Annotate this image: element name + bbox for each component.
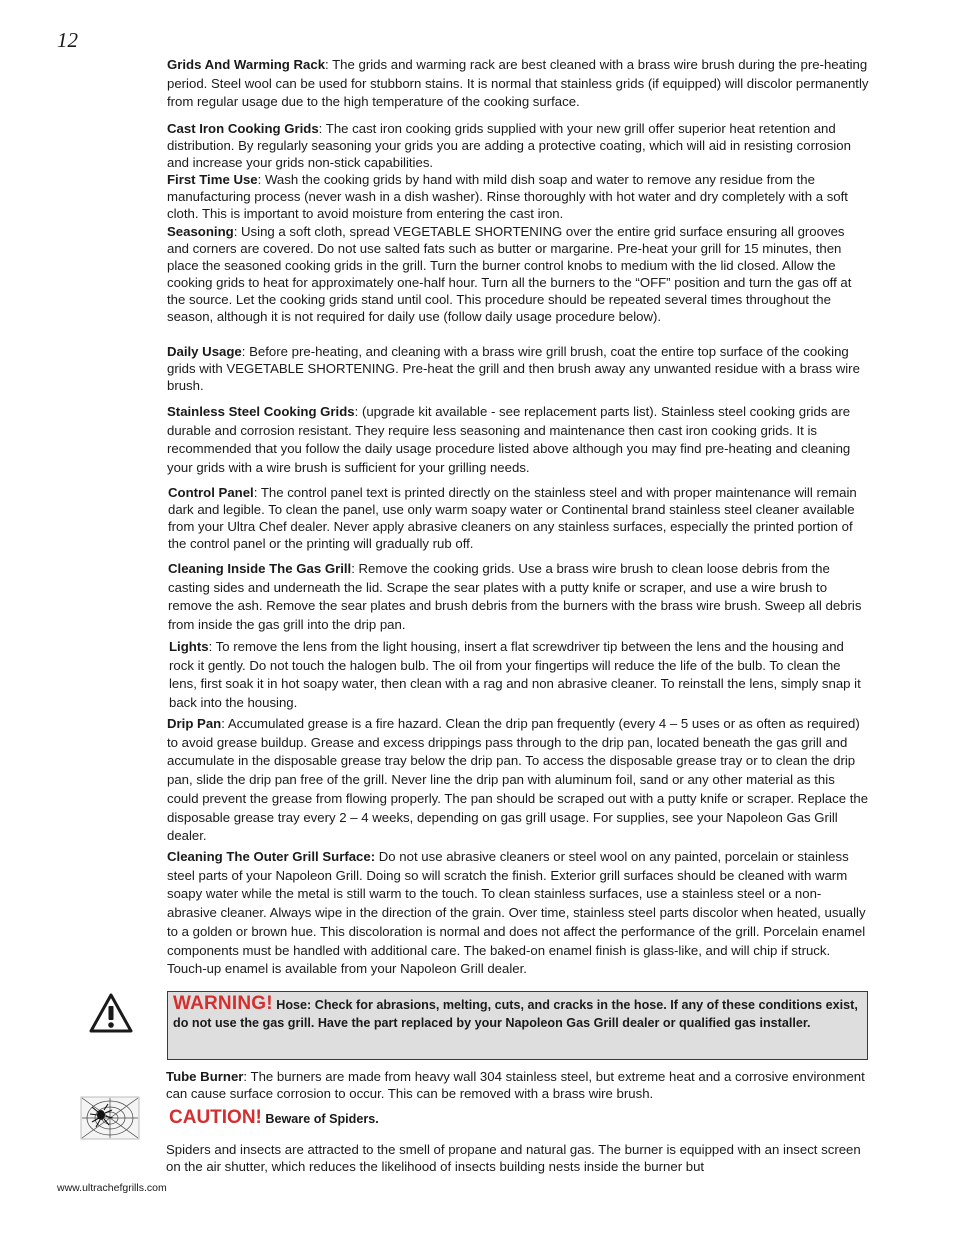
section-body: The burners are made from heavy wall 304 stainless steel, but extreme heat and a corrosive environment can cause surface corrosion to occur. This can be removed with a brass wire brush.	[166, 1069, 865, 1102]
section-heading: Seasoning	[167, 224, 234, 239]
section-body: The grids and warming rack are best cleaned with a brass wire brush during the pre-heating period. Steel wool can be used for stubborn stains. It is normal that stainless grids (if equipped) will discolor permanently from regular usage due to the high temperature of the cooking surface.	[167, 57, 869, 110]
section-body: The cast iron cooking grids supplied with your new grill offer superior heat retention and distribution. By regularly seasoning your grids you are adding a protective coating, which will aid in resisting corrosion and increase your grids non-stick capabilities.	[167, 121, 851, 171]
page-number: 12	[57, 28, 78, 52]
section-tube-burner: Tube Burner: The burners are made from heavy wall 304 stainless steel, but extreme heat and a corrosive environment can cause surface corrosion to occur. This can be removed with a brass wire brush.	[166, 1069, 865, 1102]
section-body: Using a soft cloth, spread VEGETABLE SHORTENING over the entire grid surface ensuring all grooves and corners are covered. Do not use salted fats such as butter or margarine. Pre-heat your grill for 15 minutes, then place the seasoned cooking grids in the grill. Turn the burner control knobs to medium with the lid closed. Allow the cooking grids to heat for approximately one-half hour. Turn all the burners to the “OFF” position and turn the gas off at the source. Let the cooking grids stand until cool. This procedure should be repeated several times throughout the season, although it is not required for daily use (follow daily usage procedure below).	[167, 224, 852, 325]
section-body: Wash the cooking grids by hand with mild dish soap and water to remove any residue from the manufacturing process (never wash in a dish washer). Rinse thoroughly with hot water and dry completely with a soft cloth. This is important to avoid moisture from entering the cast iron.	[167, 172, 848, 222]
section-seasoning: Seasoning: Using a soft cloth, spread VEGETABLE SHORTENING over the entire grid surface ensuring all grooves and corners are covered. Do not use salted fats such as butter or margarine. Pre-heat your grill for 15 minutes, then place the seasoned cooking grids in the grill. Turn the burner control knobs to medium with the lid closed. Allow the cooking grids to heat for approximately one-half hour. Turn all the burners to the “OFF” position and turn the gas off at the source. Let the cooking grids stand until cool. This procedure should be repeated several times throughout the season, although it is not required for daily use (follow daily usage procedure below).	[167, 224, 852, 325]
section-first-time-use: First Time Use: Wash the cooking grids by hand with mild dish soap and water to remove any residue from the manufacturing process (never wash in a dish washer). Rinse thoroughly with hot water and dry completely with a soft cloth. This is important to avoid moisture from entering the cast iron.	[167, 172, 848, 222]
section-body: Before pre-heating, and cleaning with a brass wire grill brush, coat the entire top surface of the cooking grids with VEGETABLE SHORTENING. Pre-heat the grill and then brush away any unwanted residue with a brass wire brush.	[167, 344, 860, 394]
section-heading: Daily Usage	[167, 344, 242, 359]
warning-text: Hose: Check for abrasions, melting, cuts, and cracks in the hose. If any of these conditions exist, do not use the gas grill. Have the part replaced by your Napoleon Gas Grill dealer or qualified gas installer.	[173, 998, 858, 1030]
section-heading: Drip Pan	[167, 716, 222, 731]
spider-web-icon	[80, 1096, 140, 1140]
section-body: Spiders and insects are attracted to the smell of propane and natural gas. The burner is equipped with an insect screen on the air shutter, which reduces the likelihood of insects building nests inside the burner but	[166, 1142, 861, 1175]
section-lights: Lights: To remove the lens from the light housing, insert a flat screwdriver tip between the lens and the housing and rock it gently. Do not touch the halogen bulb. The oil from your fingertips will reduce the life of the bulb. To clean the lens, first soak it in hot soapy water, then clean with a rag and non abrasive cleaner. To reinstall the lens, simply snap it back into the housing.	[169, 639, 861, 711]
section-outer-surface	[167, 848, 869, 979]
section-heading: Cast Iron Cooking Grids	[167, 121, 319, 136]
section-body: Remove the cooking grids. Use a brass wire brush to clean loose debris from the casting sides and underneath the lid. Scrape the sear plates with a putty knife or scraper, and use a wire brush to remove the ash. Remove the sear plates and brush debris from the burners with the brass wire brush. Sweep all debris from inside the gas grill into the drip pan.	[168, 561, 862, 633]
section-body: The control panel text is printed directly on the stainless steel and with proper maintenance will remain dark and legible. To clean the panel, use only warm soapy water or Continental brand stainless steel cleaner available from your Ultra Chef dealer. Never apply abrasive cleaners on any stainless surfaces, especially the printed portion of the control panel or the printing will gradually rub off.	[168, 485, 857, 552]
footer-url: www.ultrachefgrills.com	[57, 1182, 167, 1194]
section-spiders	[166, 1141, 868, 1175]
section-heading: First Time Use	[167, 172, 258, 187]
section-body: To remove the lens from the light housing, insert a flat screwdriver tip between the lens and the housing and rock it gently. Do not touch the halogen bulb. The oil from your fingertips will reduce the life of the bulb. To clean the lens, first soak it in hot soapy water, then clean with a rag and non abrasive cleaner. To reinstall the lens, simply snap it back into the housing.	[169, 639, 861, 711]
caution-text: Beware of Spiders.	[265, 1112, 379, 1126]
section-body: Accumulated grease is a fire hazard. Clean the drip pan frequently (every 4 – 5 uses or as often as required) to avoid grease buildup. Grease and excess drippings pass through to the drip pan, located beneath the gas grill and accumulate in the disposable grease tray below the drip pan. To access the disposable grease tray or to clean the drip pan, slide the drip pan free of the grill. Never line the drip pan with aluminum foil, sand or any other material as this could prevent the grease from flowing properly. The pan should be scraped out with a putty knife or scraper. Replace the disposable grease tray every 2 – 4 weeks, depending on gas grill usage. For supplies, see your Napoleon Gas Grill dealer.	[167, 716, 869, 844]
warning-box	[167, 991, 868, 1060]
section-cleaning-inside: Cleaning Inside The Gas Grill: Remove the cooking grids. Use a brass wire brush to clean loose debris from the casting sides and underneath the lid. Scrape the sear plates with a putty knife or scraper, and use a wire brush to remove the ash. Remove the sear plates and brush debris from the burners with the brass wire brush. Sweep all debris from inside the gas grill into the drip pan.	[168, 561, 862, 633]
section-body: Do not use abrasive cleaners or steel wool on any painted, porcelain or stainless steel parts of your Napoleon Grill. Doing so will scratch the finish. Exterior grill surfaces should be cleaned with warm soapy water while the metal is still warm to the touch. To clean stainless surfaces, use a stainless steel or a non-abrasive cleaner. Always wipe in the direction of the grain. Over time, stainless steel parts discolor when heated, usually to a golden or brown hue. This discoloration is normal and does not affect the performance of the grill. Porcelain enamel components must be handled with additional care. The baked-on enamel finish is glass-like, and will chip if struck. Touch-up enamel is available from your Napoleon Grill dealer.	[167, 849, 866, 977]
section-body: (upgrade kit available - see replacement parts list). Stainless steel cooking grids are durable and corrosion resistant. They require less seasoning and maintenance then cast iron cooking grids. It is recommended that you follow the daily usage procedure listed above although you may find pre-heating and cleaning your grids with a wire brush is sufficient for your grilling needs.	[167, 404, 851, 476]
warning-icon	[89, 993, 133, 1033]
section-heading: Stainless Steel Cooking Grids	[167, 404, 355, 419]
section-heading: Control Panel	[168, 485, 254, 500]
section-heading: Cleaning Inside The Gas Grill	[168, 561, 352, 576]
section-daily-usage: Daily Usage: Before pre-heating, and cleaning with a brass wire grill brush, coat the entire top surface of the cooking grids with VEGETABLE SHORTENING. Pre-heat the grill and then brush away any unwanted residue with a brass wire brush.	[167, 344, 860, 394]
section-heading: Cleaning The Outer Grill Surface:	[167, 849, 376, 864]
section-stainless-grids: Stainless Steel Cooking Grids: (upgrade kit available - see replacement parts list). Stainless steel cooking grids are durable and corrosion resistant. They require less seasoning and maintenance then cast iron cooking grids. It is recommended that you follow the daily usage procedure listed above although you may find pre-heating and cleaning your grids with a wire brush is sufficient for your grilling needs.	[167, 404, 851, 476]
caution-heading	[169, 1107, 379, 1129]
caution-label: CAUTION!	[169, 1107, 262, 1128]
section-control-panel: Control Panel: The control panel text is printed directly on the stainless steel and with proper maintenance will remain dark and legible. To clean the panel, use only warm soapy water or Continental brand stainless steel cleaner available from your Ultra Chef dealer. Never apply abrasive cleaners on any stainless surfaces, especially the printed portion of the control panel or the printing will gradually rub off.	[168, 485, 857, 552]
section-cast-iron-grids: Cast Iron Cooking Grids: The cast iron cooking grids supplied with your new grill offer superior heat retention and distribution. By regularly seasoning your grids you are adding a protective coating, which will aid in resisting corrosion and increase your grids non-stick capabilities.	[167, 121, 851, 171]
section-drip-pan: Drip Pan: Accumulated grease is a fire hazard. Clean the drip pan frequently (every 4 – 5 uses or as often as required) to avoid grease buildup. Grease and excess drippings pass through to the drip pan, located beneath the gas grill and accumulate in the disposable grease tray below the drip pan. To access the disposable grease tray or to clean the drip pan, slide the drip pan free of the grill. Never line the drip pan with aluminum foil, sand or any other material as this could prevent the grease from flowing properly. The pan should be scraped out with a putty knife or scraper. Replace the disposable grease tray every 2 – 4 weeks, depending on gas grill usage. For supplies, see your Napoleon Gas Grill dealer.	[167, 716, 869, 844]
section-heading: Tube Burner	[166, 1069, 244, 1084]
section-grids-warming-rack: Grids And Warming Rack: The grids and warming rack are best cleaned with a brass wire brush during the pre-heating period. Steel wool can be used for stubborn stains. It is normal that stainless grids (if equipped) will discolor permanently from regular usage due to the high temperature of the cooking surface.	[167, 57, 869, 110]
warning-label: WARNING!	[173, 993, 273, 1014]
section-heading: Lights	[169, 639, 209, 654]
section-heading: Grids And Warming Rack	[167, 57, 326, 72]
